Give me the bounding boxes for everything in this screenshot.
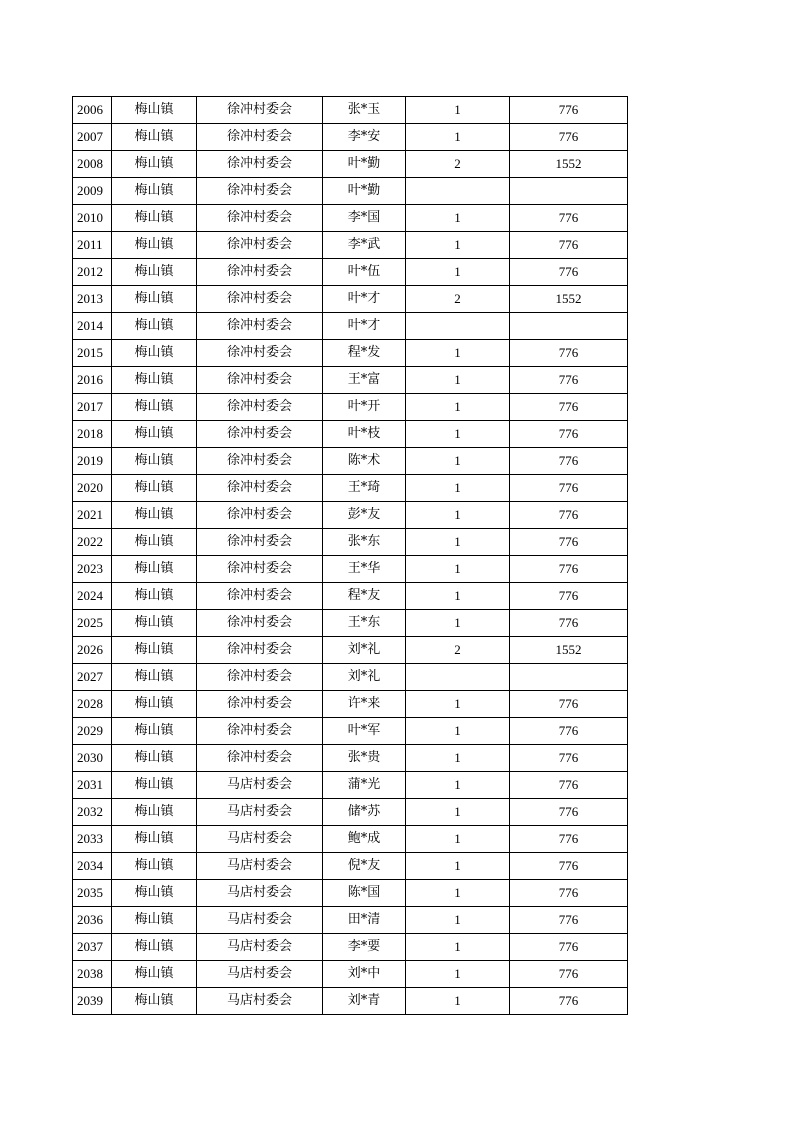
count-cell: 1 [406,502,510,529]
amount-cell: 776 [510,718,628,745]
town-cell: 梅山镇 [112,799,197,826]
town-cell: 梅山镇 [112,529,197,556]
village-committee-cell: 徐冲村委会 [197,637,323,664]
row-number-cell: 2008 [73,151,112,178]
village-committee-cell: 徐冲村委会 [197,286,323,313]
table-row [73,556,628,583]
name-cell: 叶*军 [323,718,406,745]
row-number-cell: 2022 [73,529,112,556]
name-cell: 蒲*光 [323,772,406,799]
town-cell: 梅山镇 [112,232,197,259]
town-cell: 梅山镇 [112,313,197,340]
name-cell: 王*东 [323,610,406,637]
amount-cell [510,664,628,691]
amount-cell: 776 [510,502,628,529]
name-cell: 李*国 [323,205,406,232]
table-row [73,610,628,637]
town-cell: 梅山镇 [112,961,197,988]
village-committee-cell: 马店村委会 [197,988,323,1015]
amount-cell: 1552 [510,637,628,664]
village-committee-cell: 徐冲村委会 [197,475,323,502]
row-number-cell: 2012 [73,259,112,286]
name-cell: 彭*友 [323,502,406,529]
village-committee-cell: 马店村委会 [197,772,323,799]
table-row [73,826,628,853]
village-committee-cell: 马店村委会 [197,799,323,826]
village-committee-cell: 徐冲村委会 [197,502,323,529]
amount-cell: 776 [510,961,628,988]
count-cell: 1 [406,259,510,286]
table-row [73,475,628,502]
table-row [73,880,628,907]
count-cell: 1 [406,556,510,583]
row-number-cell: 2016 [73,367,112,394]
table-row [73,313,628,340]
amount-cell [510,313,628,340]
count-cell: 1 [406,799,510,826]
amount-cell: 776 [510,475,628,502]
village-committee-cell: 马店村委会 [197,880,323,907]
count-cell: 1 [406,772,510,799]
town-cell: 梅山镇 [112,448,197,475]
row-number-cell: 2039 [73,988,112,1015]
name-cell: 叶*勤 [323,178,406,205]
town-cell: 梅山镇 [112,583,197,610]
town-cell: 梅山镇 [112,286,197,313]
count-cell: 1 [406,124,510,151]
count-cell: 1 [406,367,510,394]
village-committee-cell: 徐冲村委会 [197,691,323,718]
table-row [73,97,628,124]
amount-cell: 776 [510,340,628,367]
amount-cell: 776 [510,367,628,394]
town-cell: 梅山镇 [112,637,197,664]
town-cell: 梅山镇 [112,745,197,772]
row-number-cell: 2018 [73,421,112,448]
village-committee-cell: 徐冲村委会 [197,151,323,178]
row-number-cell: 2034 [73,853,112,880]
amount-cell: 776 [510,772,628,799]
town-cell: 梅山镇 [112,367,197,394]
table-row [73,502,628,529]
name-cell: 张*玉 [323,97,406,124]
village-committee-cell: 徐冲村委会 [197,259,323,286]
amount-cell: 776 [510,421,628,448]
village-committee-cell: 徐冲村委会 [197,610,323,637]
count-cell: 1 [406,610,510,637]
row-number-cell: 2026 [73,637,112,664]
village-committee-cell: 徐冲村委会 [197,124,323,151]
amount-cell [510,178,628,205]
count-cell: 1 [406,475,510,502]
amount-cell: 776 [510,691,628,718]
amount-cell: 776 [510,394,628,421]
name-cell: 叶*伍 [323,259,406,286]
row-number-cell: 2025 [73,610,112,637]
village-committee-cell: 徐冲村委会 [197,205,323,232]
amount-cell: 776 [510,799,628,826]
name-cell: 倪*友 [323,853,406,880]
row-number-cell: 2007 [73,124,112,151]
town-cell: 梅山镇 [112,97,197,124]
town-cell: 梅山镇 [112,124,197,151]
table-row [73,259,628,286]
name-cell: 张*贵 [323,745,406,772]
row-number-cell: 2011 [73,232,112,259]
name-cell: 叶*开 [323,394,406,421]
count-cell: 1 [406,205,510,232]
amount-cell: 1552 [510,286,628,313]
name-cell: 刘*青 [323,988,406,1015]
table-row [73,583,628,610]
row-number-cell: 2010 [73,205,112,232]
row-number-cell: 2019 [73,448,112,475]
town-cell: 梅山镇 [112,340,197,367]
table-row [73,637,628,664]
row-number-cell: 2015 [73,340,112,367]
count-cell: 1 [406,394,510,421]
village-committee-cell: 徐冲村委会 [197,718,323,745]
table-body [73,97,628,1015]
count-cell: 2 [406,637,510,664]
row-number-cell: 2017 [73,394,112,421]
name-cell: 刘*中 [323,961,406,988]
row-number-cell: 2031 [73,772,112,799]
row-number-cell: 2014 [73,313,112,340]
village-committee-cell: 徐冲村委会 [197,448,323,475]
count-cell: 1 [406,907,510,934]
table-row [73,232,628,259]
town-cell: 梅山镇 [112,853,197,880]
row-number-cell: 2030 [73,745,112,772]
name-cell: 陈*术 [323,448,406,475]
row-number-cell: 2020 [73,475,112,502]
table-row [73,205,628,232]
table-row [73,772,628,799]
village-committee-cell: 徐冲村委会 [197,745,323,772]
count-cell: 1 [406,745,510,772]
village-committee-cell: 马店村委会 [197,826,323,853]
village-committee-cell: 徐冲村委会 [197,367,323,394]
table-row [73,448,628,475]
table-row [73,151,628,178]
name-cell: 张*东 [323,529,406,556]
table-row [73,853,628,880]
village-committee-cell: 徐冲村委会 [197,421,323,448]
table-row [73,367,628,394]
table-row [73,934,628,961]
town-cell: 梅山镇 [112,934,197,961]
name-cell: 叶*才 [323,313,406,340]
table-row [73,745,628,772]
table-row [73,394,628,421]
town-cell: 梅山镇 [112,556,197,583]
name-cell: 王*华 [323,556,406,583]
town-cell: 梅山镇 [112,205,197,232]
town-cell: 梅山镇 [112,610,197,637]
row-number-cell: 2006 [73,97,112,124]
name-cell: 陈*国 [323,880,406,907]
name-cell: 李*武 [323,232,406,259]
name-cell: 李*安 [323,124,406,151]
row-number-cell: 2033 [73,826,112,853]
amount-cell: 776 [510,259,628,286]
name-cell: 鲍*成 [323,826,406,853]
row-number-cell: 2013 [73,286,112,313]
name-cell: 叶*枝 [323,421,406,448]
count-cell: 1 [406,448,510,475]
amount-cell: 776 [510,610,628,637]
amount-cell: 776 [510,853,628,880]
town-cell: 梅山镇 [112,259,197,286]
row-number-cell: 2009 [73,178,112,205]
row-number-cell: 2035 [73,880,112,907]
name-cell: 叶*勤 [323,151,406,178]
row-number-cell: 2023 [73,556,112,583]
name-cell: 刘*礼 [323,664,406,691]
town-cell: 梅山镇 [112,691,197,718]
count-cell: 1 [406,340,510,367]
town-cell: 梅山镇 [112,475,197,502]
town-cell: 梅山镇 [112,988,197,1015]
village-committee-cell: 徐冲村委会 [197,232,323,259]
amount-cell: 776 [510,232,628,259]
count-cell: 1 [406,718,510,745]
village-committee-cell: 徐冲村委会 [197,313,323,340]
table-row [73,961,628,988]
amount-cell: 776 [510,97,628,124]
village-committee-cell: 徐冲村委会 [197,97,323,124]
count-cell: 1 [406,529,510,556]
row-number-cell: 2038 [73,961,112,988]
name-cell: 许*来 [323,691,406,718]
name-cell: 叶*才 [323,286,406,313]
town-cell: 梅山镇 [112,502,197,529]
village-committee-cell: 徐冲村委会 [197,583,323,610]
village-committee-cell: 马店村委会 [197,934,323,961]
amount-cell: 776 [510,583,628,610]
table-row [73,124,628,151]
town-cell: 梅山镇 [112,907,197,934]
count-cell: 1 [406,988,510,1015]
row-number-cell: 2032 [73,799,112,826]
count-cell: 1 [406,880,510,907]
table-row [73,718,628,745]
name-cell: 程*友 [323,583,406,610]
amount-cell: 776 [510,745,628,772]
row-number-cell: 2037 [73,934,112,961]
table-row [73,988,628,1015]
name-cell: 王*富 [323,367,406,394]
village-committee-cell: 马店村委会 [197,961,323,988]
count-cell [406,178,510,205]
count-cell: 1 [406,826,510,853]
town-cell: 梅山镇 [112,178,197,205]
town-cell: 梅山镇 [112,394,197,421]
amount-cell: 776 [510,826,628,853]
village-committee-cell: 徐冲村委会 [197,664,323,691]
count-cell: 1 [406,232,510,259]
name-cell: 刘*礼 [323,637,406,664]
row-number-cell: 2027 [73,664,112,691]
town-cell: 梅山镇 [112,421,197,448]
table-row [73,178,628,205]
amount-cell: 776 [510,907,628,934]
table-row [73,529,628,556]
count-cell: 1 [406,421,510,448]
amount-cell: 776 [510,556,628,583]
name-cell: 田*清 [323,907,406,934]
table-row [73,691,628,718]
amount-cell: 776 [510,205,628,232]
count-cell: 1 [406,961,510,988]
table-row [73,664,628,691]
amount-cell: 776 [510,934,628,961]
town-cell: 梅山镇 [112,826,197,853]
village-committee-cell: 马店村委会 [197,907,323,934]
name-cell: 程*发 [323,340,406,367]
row-number-cell: 2021 [73,502,112,529]
table-row [73,421,628,448]
village-committee-cell: 徐冲村委会 [197,529,323,556]
amount-cell: 1552 [510,151,628,178]
village-committee-cell: 徐冲村委会 [197,178,323,205]
amount-cell: 776 [510,529,628,556]
amount-cell: 776 [510,988,628,1015]
count-cell [406,664,510,691]
village-committee-cell: 马店村委会 [197,853,323,880]
row-number-cell: 2024 [73,583,112,610]
amount-cell: 776 [510,880,628,907]
row-number-cell: 2028 [73,691,112,718]
village-committee-cell: 徐冲村委会 [197,556,323,583]
table-row [73,286,628,313]
town-cell: 梅山镇 [112,664,197,691]
village-committee-cell: 徐冲村委会 [197,340,323,367]
town-cell: 梅山镇 [112,151,197,178]
count-cell: 1 [406,691,510,718]
table-row [73,907,628,934]
table-row [73,340,628,367]
count-cell: 1 [406,583,510,610]
name-cell: 王*琦 [323,475,406,502]
amount-cell: 776 [510,448,628,475]
table-row [73,799,628,826]
town-cell: 梅山镇 [112,718,197,745]
count-cell: 1 [406,853,510,880]
data-table [72,96,628,1015]
village-committee-cell: 徐冲村委会 [197,394,323,421]
row-number-cell: 2029 [73,718,112,745]
name-cell: 李*要 [323,934,406,961]
count-cell: 2 [406,151,510,178]
town-cell: 梅山镇 [112,772,197,799]
count-cell: 2 [406,286,510,313]
name-cell: 储*苏 [323,799,406,826]
row-number-cell: 2036 [73,907,112,934]
count-cell [406,313,510,340]
count-cell: 1 [406,934,510,961]
amount-cell: 776 [510,124,628,151]
count-cell: 1 [406,97,510,124]
town-cell: 梅山镇 [112,880,197,907]
